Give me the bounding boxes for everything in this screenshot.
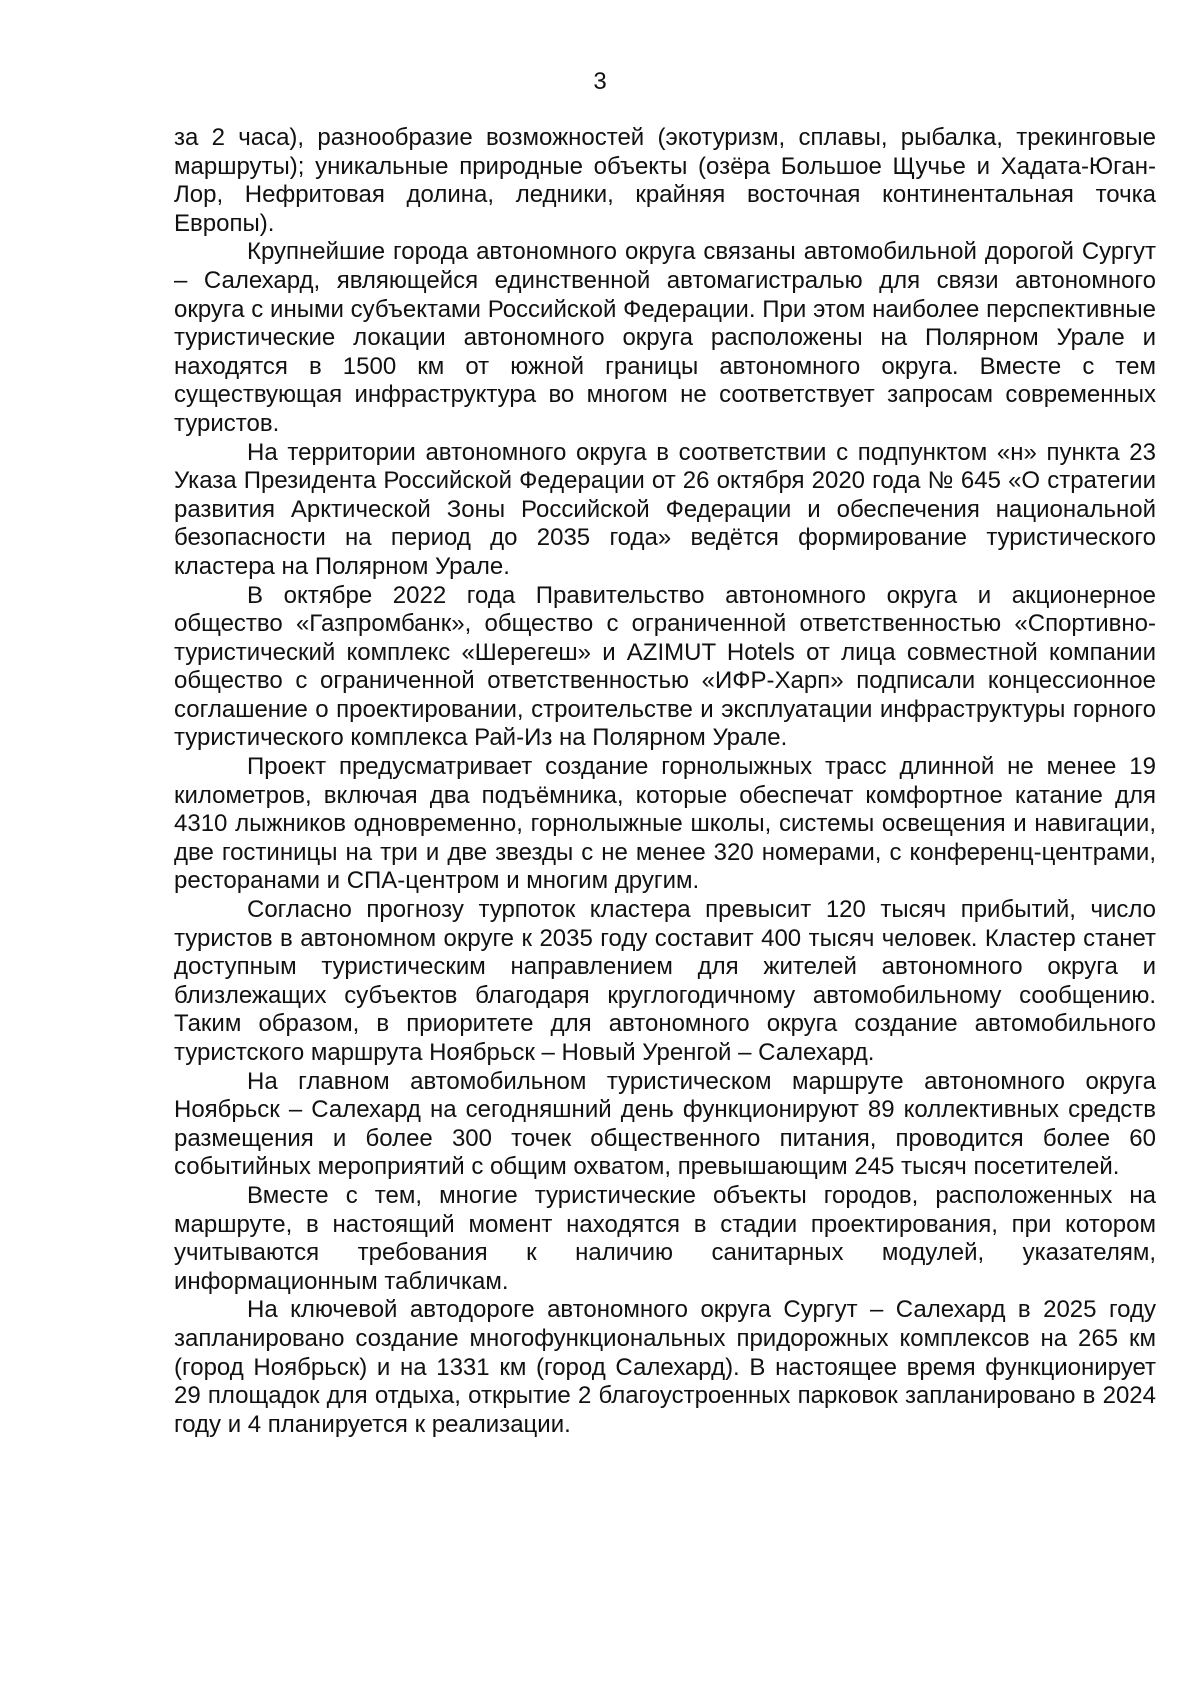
page-number: 3	[593, 68, 607, 95]
paragraph-surgut-salekhard-road: Крупнейшие города автономного округа связаны автомобильной дорогой Сургут – Салехард, являющейся единственной автомагистралью для связи автономного округа с иными субъектами Российской Федерации. При этом наиболее перспективные туристические локации автономного округа расположены на Полярном Урале и находятся в 1500 км от южной границы автономного округа. Вместе с тем существующая инфраструктура во многом не соответствует запросам современных туристов.	[174, 238, 1156, 437]
paragraph-concession-agreement: В октябре 2022 года Правительство автономного округа и акционерное общество «Газпромбанк», общество с ограниченной ответственностью «Спортивно-туристический комплекс «Шерегеш» и AZIMUT Hotels от лица совместной компании общество с ограниченной ответственностью «ИФР-Харп» подписали концессионное соглашение о проектировании, строительстве и эксплуатации инфраструктуры горного туристического комплекса Рай-Из на Полярном Урале.	[174, 581, 1156, 752]
paragraph-route-facilities: На главном автомобильном туристическом маршруте автономного округа Ноябрьск – Салехард на сегодняшний день функционируют 89 коллективных средств размещения и более 300 точек общественного питания, проводится более 60 событийных мероприятий с общим охватом, превышающим 245 тысяч посетителей.	[174, 1067, 1156, 1181]
paragraph-design-stage: Вместе с тем, многие туристические объекты городов, расположенных на маршруте, в настоящий момент находятся в стадии проектирования, при котором учитываются требования к наличию санитарных модулей, указателям, информационным табличкам.	[174, 1181, 1156, 1295]
document-body	[174, 124, 1156, 1439]
paragraph-continuation: за 2 часа), разнообразие возможностей (экотуризм, сплавы, рыбалка, трекинговые маршруты); уникальные природные объекты (озёра Большое Щучье и Хадата-Юган-Лор, Нефритовая долина, ледники, крайняя восточная континентальная точка Европы).	[174, 124, 1156, 237]
paragraph-tourist-flow-forecast: Согласно прогнозу турпоток кластера превысит 120 тысяч прибытий, число туристов в автономном округе к 2035 году составит 400 тысяч человек. Кластер станет доступным туристическим направлением для жителей автономного округа и близлежащих субъектов благодаря круглогодичному автомобильному сообщению. Таким образом, в приоритете для автономного округа создание автомобильного туристского маршрута Ноябрьск – Новый Уренгой – Салехард.	[174, 896, 1156, 1066]
paragraph-project-scope: Проект предусматривает создание горнолыжных трасс длинной не менее 19 километров, включая два подъёмника, которые обеспечат комфортное катание для 4310 лыжников одновременно, горнолыжные школы, системы освещения и навигации, две гостиницы на три и две звезды с не менее 320 номерами, с конференц-центрами, ресторанами и СПА-центром и многим другим.	[174, 753, 1156, 895]
paragraph-presidential-decree: На территории автономного округа в соответствии с подпунктом «н» пункта 23 Указа Президента Российской Федерации от 26 октября 2020 года № 645 «О стратегии развития Арктической Зоны Российской Федерации и обеспечения национальной безопасности на период до 2035 года» ведётся формирование туристического кластера на Полярном Урале.	[174, 438, 1156, 580]
paragraph-roadside-complexes: На ключевой автодороге автономного округа Сургут – Салехард в 2025 году запланировано создание многофункциональных придорожных комплексов на 265 км (город Ноябрьск) и на 1331 км (город Салехард). В настоящее время функционирует 29 площадок для отдыха, открытие 2 благоустроенных парковок запланировано в 2024 году и 4 планируется к реализации.	[174, 1296, 1156, 1438]
